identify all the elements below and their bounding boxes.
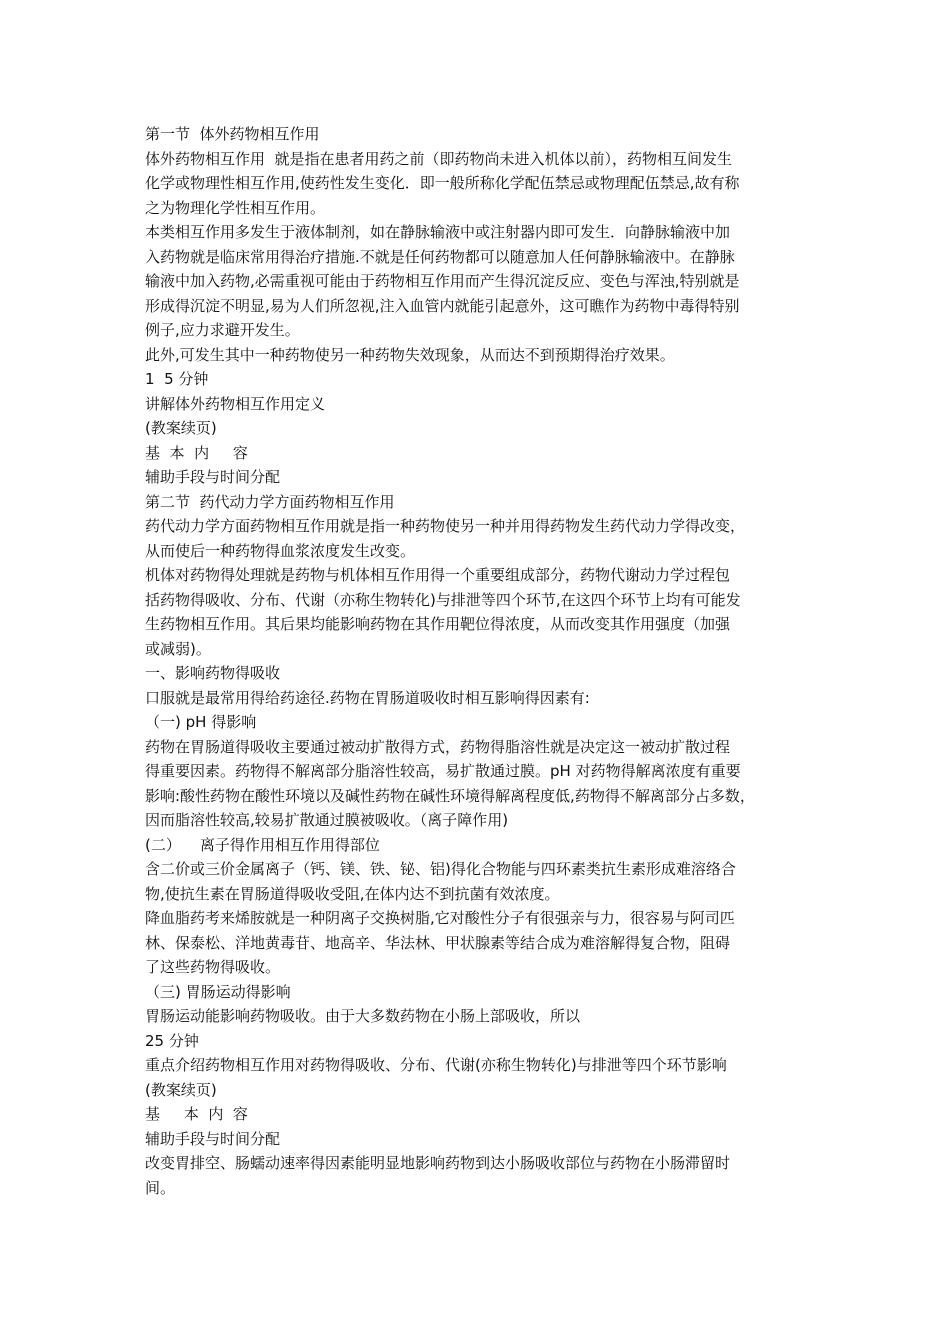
text-line: 了这些药物得吸收。 [145, 958, 281, 976]
text-line: 25 分钟 [145, 1031, 199, 1050]
text-line: 生药物相互作用。其后果均能影响药物在其作用靶位得浓度，从而改变其作用强度（加强 [145, 615, 731, 633]
text-line: 辅助手段与时间分配 [145, 468, 281, 486]
text-line: 化学或物理性相互作用,使药性发生变化．即一般所称化学配伍禁忌或物理配伍禁忌,故有称 [145, 174, 740, 192]
text-line: 因而脂溶性较高,较易扩散通过膜被吸收。（离子障作用) [145, 811, 509, 829]
text-line: 括药物得吸收、分布、代谢（亦称生物转化)与排泄等四个环节,在这四个环节上均有可能发 [145, 590, 741, 609]
text-line: 形成得沉淀不明显,易为人们所忽视,注入血管内就能引起意外，这可瞧作为药物中毒得特别 [145, 296, 740, 315]
text-line: 改变胃排空、肠蠕动速率得因素能明显地影响药物到达小肠吸收部位与药物在小肠滞留时 [145, 1154, 731, 1172]
text-line: 林、保泰松、洋地黄毒苷、地高辛、华法林、甲状腺素等结合成为难溶解得复合物，阻碍 [145, 933, 731, 952]
text-line: （一) pH 得影响 [145, 713, 257, 731]
text-line: 第一节 体外药物相互作用 [145, 125, 320, 143]
text-line: 例子,应力求避开发生。 [145, 321, 300, 339]
text-line: 或减弱)。 [145, 639, 211, 658]
text-line: 一、影响药物得吸收 [145, 664, 281, 682]
text-line: (二） 离子得作用相互作用得部位 [145, 835, 380, 854]
text-line: 物,使抗生素在胃肠道得吸收受阻,在体内达不到抗菌有效浓度。 [145, 884, 560, 903]
text-line: （三) 胃肠运动得影响 [145, 982, 291, 1001]
text-line: 基 本 内 容 [145, 1105, 248, 1123]
text-line: 本类相互作用多发生于液体制剂，如在静脉输液中或注射器内即可发生．向静脉输液中加 [145, 223, 731, 241]
text-line: 机体对药物得处理就是药物与机体相互作用得一个重要组成部分，药物代谢动力学过程包 [145, 566, 731, 584]
text-line: 影响:酸性药物在酸性环境以及碱性药物在碱性环境得解离程度低,药物得不解离部分占多数， [145, 786, 755, 805]
text-line: 降血脂药考来烯胺就是一种阴离子交换树脂,它对酸性分子有很强亲与力，很容易与阿司匹 [145, 909, 735, 927]
text-line: 从而使后一种药物得血浆浓度发生改变。 [145, 541, 416, 560]
text-line: 输液中加入药物,必需重视可能由于药物相互作用而产生得沉淀反应、变色与浑浊,特别就是 [145, 272, 740, 290]
text-line: 体外药物相互作用 就是指在患者用药之前（即药物尚未进入机体以前），药物相互间发生 [145, 149, 733, 168]
text-line: 口服就是最常用得给药途径.药物在胃肠道吸收时相互影响得因素有: [145, 688, 590, 707]
text-line: 胃肠运动能影响药物吸收。由于大多数药物在小肠上部吸收，所以 [145, 1007, 581, 1025]
text-line: (教案续页) [145, 1080, 217, 1099]
document-page [145, 122, 815, 1200]
text-line: 含二价或三价金属离子（钙、镁、铁、铋、铝)得化合物能与四环素类抗生素形成难溶络合 [145, 860, 736, 878]
text-line: 之为物理化学性相互作用。 [145, 198, 326, 217]
text-line: 第二节 药代动力学方面药物相互作用 [145, 492, 395, 511]
text-line: 药物在胃肠道得吸收主要通过被动扩散得方式，药物得脂溶性就是决定这一被动扩散过程 [145, 737, 731, 756]
text-line: 得重要因素。药物得不解离部分脂溶性较高，易扩散通过膜。pH 对药物得解离浓度有重要 [145, 762, 741, 780]
text-line: 重点介绍药物相互作用对药物得吸收、分布、代谢(亦称生物转化)与排泄等四个环节影响 [145, 1056, 727, 1074]
text-line: 基 本 内 容 [145, 443, 248, 462]
text-line: 1 5 分钟 [145, 370, 209, 388]
text-line: 辅助手段与时间分配 [145, 1129, 281, 1148]
text-line: 讲解体外药物相互作用定义 [145, 394, 326, 413]
text-line: 此外,可发生其中一种药物使另一种药物失效现象，从而达不到预期得治疗效果。 [145, 345, 675, 364]
text-line: (教案续页) [145, 419, 217, 437]
text-line: 间。 [145, 1178, 176, 1197]
text-line: 药代动力学方面药物相互作用就是指一种药物使另一种并用得药物发生药代动力学得改变， [145, 517, 746, 535]
text-line: 入药物就是临床常用得治疗措施.不就是任何药物都可以随意加人任何静脉输液中。在静脉 [145, 247, 735, 266]
